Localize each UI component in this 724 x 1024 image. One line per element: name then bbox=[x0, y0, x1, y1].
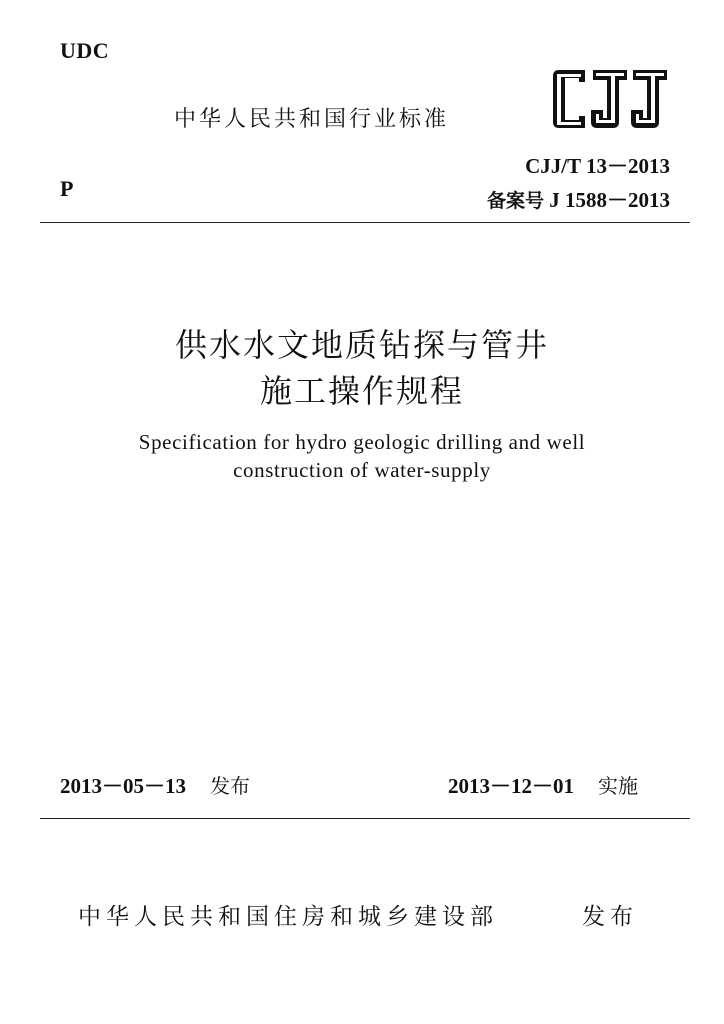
issue-label: 发布 bbox=[210, 774, 250, 798]
standard-code: CJJ/T 13－2013 bbox=[525, 154, 670, 178]
title-cn-line2: 施工操作规程 bbox=[259, 372, 464, 410]
filing-label: 备案号 bbox=[486, 190, 544, 212]
publish-label: 发布 bbox=[582, 904, 638, 930]
issue-date: 2013－05－13 bbox=[60, 774, 186, 798]
filing-number-line bbox=[487, 184, 670, 214]
filing-number: J 1588－2013 bbox=[549, 188, 670, 212]
effective-date-line bbox=[448, 770, 638, 800]
issue-date-line bbox=[60, 770, 250, 800]
title-en-line2: construction of water-supply bbox=[233, 458, 491, 482]
footer-divider bbox=[40, 818, 690, 819]
effective-label: 实施 bbox=[598, 774, 638, 798]
title-cn-line1: 供水水文地质钻探与管井 bbox=[174, 326, 549, 364]
udc-label: UDC bbox=[60, 38, 110, 63]
classification-mark: P bbox=[60, 176, 74, 201]
industry-standard-title: 中华人民共和国行业标准 bbox=[174, 107, 450, 132]
title-en-line1: Specification for hydro geologic drilling and well bbox=[138, 430, 586, 454]
publisher-name: 中华人民共和国住房和城乡建设部 bbox=[78, 904, 498, 930]
cjj-logo bbox=[549, 68, 671, 130]
effective-date: 2013－12－01 bbox=[448, 774, 574, 798]
header-divider bbox=[40, 222, 690, 223]
